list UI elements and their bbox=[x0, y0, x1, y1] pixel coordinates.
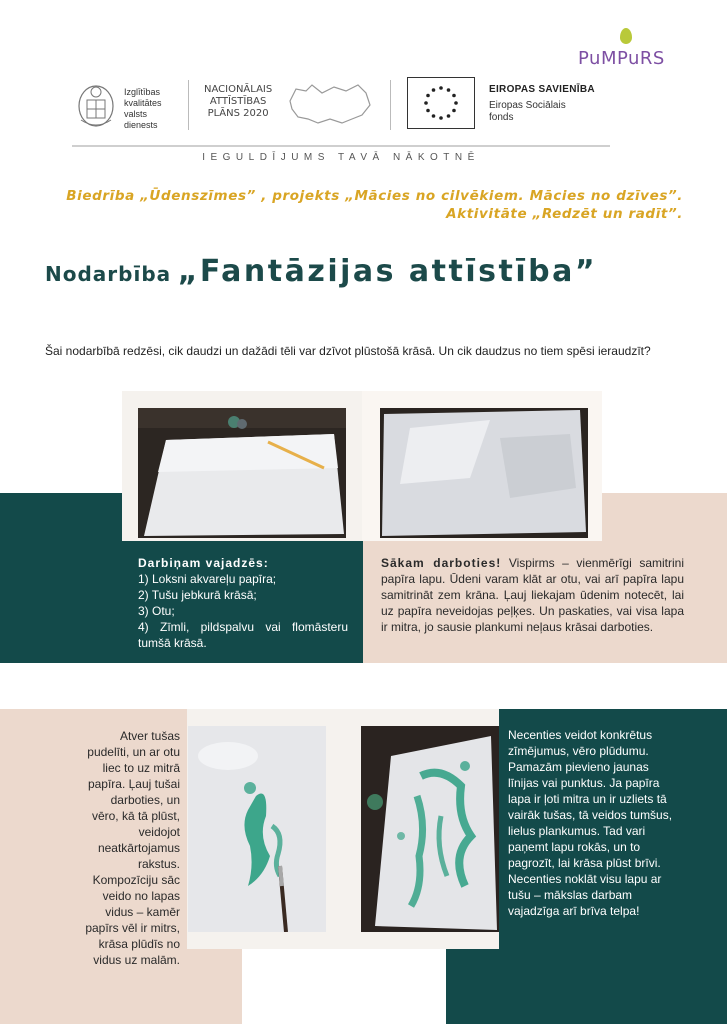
eu-star bbox=[426, 94, 430, 98]
eu-star bbox=[439, 86, 443, 90]
brand-logo: PuMPuRS bbox=[578, 48, 665, 69]
list-item: 4) Zīmli, pildspalvu vai flomāsteru tumšā krāsā. bbox=[138, 620, 348, 650]
photo-wet-paper bbox=[380, 408, 588, 538]
ink-instructions-right: Necenties veidot konkrētus zīmējumus, vēro plūdumu. Pamazām pievieno jaunas līnijas vai punktus. Ja papīra lapa ir ļoti mitra un ir uzliets tā vairāk tušas, tā veidos tumšus, lielus plankumus. Tad vari paņemt lapu rokās, un to pagrozīt, lai krāsa plūst brīvi. Necenties noklāt visu lapu ar tušu – mākslas darbam vajadzīga arī brīva telpa! bbox=[508, 728, 673, 918]
nap-logo-text: NACIONĀLAIS ATTĪSTĪBAS PLĀNS 2020 bbox=[204, 84, 273, 119]
project-subtitle: Biedrība „Ūdenszīmes” , projekts „Mācies no cilvēkiem. Mācies no dzīves”. Aktivitāte „Redzēt un radīt”. bbox=[66, 188, 683, 222]
header-divider bbox=[72, 145, 610, 147]
materials-box bbox=[138, 555, 348, 651]
photo-ink-spreading bbox=[188, 726, 326, 932]
eu-star bbox=[454, 101, 458, 105]
list-item: 1) Loksni akvareļu papīra; bbox=[138, 572, 277, 586]
ink-instructions-left: Atver tušas pudelīti, un ar otu liec to uz mitrā papīra. Ļauj tušai darboties, un vēro, kā tā plūst, veidojot neatkārtojamus rakstus. Kompozīciju sāc veido no lapas vidus – kamēr papīrs vēl ir mitrs, krāsa plūdīs no vidus uz malām. bbox=[85, 729, 180, 967]
brand-leaf-icon bbox=[620, 28, 632, 44]
start-text: Vispirms – vienmērīgi samitrini papīra lapu. Ūdeni varam klāt ar otu, vai arī papīra lapu samitrināt zem krāna. Ļauj liekajam ūdenim notecēt, lai uz papīra neveidojas peļķes. Un paskaties, vai visa lapa ir mitra, jo sausie plankumi neļaus krāsai darboties. bbox=[381, 556, 684, 634]
eu-star bbox=[432, 88, 436, 92]
esf-text: Eiropas Sociālais fonds bbox=[489, 100, 566, 123]
ikvd-logo-text: Izglītības kvalitātes valsts dienests bbox=[124, 87, 162, 130]
eu-star bbox=[439, 116, 443, 120]
eu-flag-icon bbox=[407, 77, 475, 129]
logo-divider bbox=[188, 80, 189, 130]
eu-star bbox=[452, 109, 456, 113]
eu-star bbox=[447, 88, 451, 92]
tagline: IEGULDĪJUMS TAVĀ NĀKOTNĒ bbox=[202, 152, 480, 163]
eu-star bbox=[424, 101, 428, 105]
intro-text: Šai nodarbībā redzēsi, cik daudzi un dažādi tēli var dzīvot plūstošā krāsā. Un cik daudzus no tiem spēsi ieraudzīt? bbox=[45, 344, 651, 358]
eu-star bbox=[447, 114, 451, 118]
page-title: Nodarbība „Fantāzijas attīstība” bbox=[45, 254, 598, 289]
eu-star bbox=[432, 114, 436, 118]
crest-icon bbox=[75, 82, 117, 130]
eu-star bbox=[426, 109, 430, 113]
start-heading: Sākam darboties! bbox=[381, 556, 502, 570]
logo-divider bbox=[390, 80, 391, 130]
list-item: 3) Otu; bbox=[138, 604, 175, 618]
photo-ink-pattern bbox=[361, 726, 499, 932]
photo-blank-paper bbox=[138, 408, 346, 538]
start-instructions bbox=[381, 555, 684, 635]
latvia-map-icon bbox=[286, 79, 372, 129]
materials-heading: Darbiņam vajadzēs: bbox=[138, 556, 269, 570]
eu-star bbox=[452, 94, 456, 98]
list-item: 2) Tušu jebkurā krāsā; bbox=[138, 588, 257, 602]
eu-title: EIROPAS SAVIENĪBA bbox=[489, 84, 595, 95]
